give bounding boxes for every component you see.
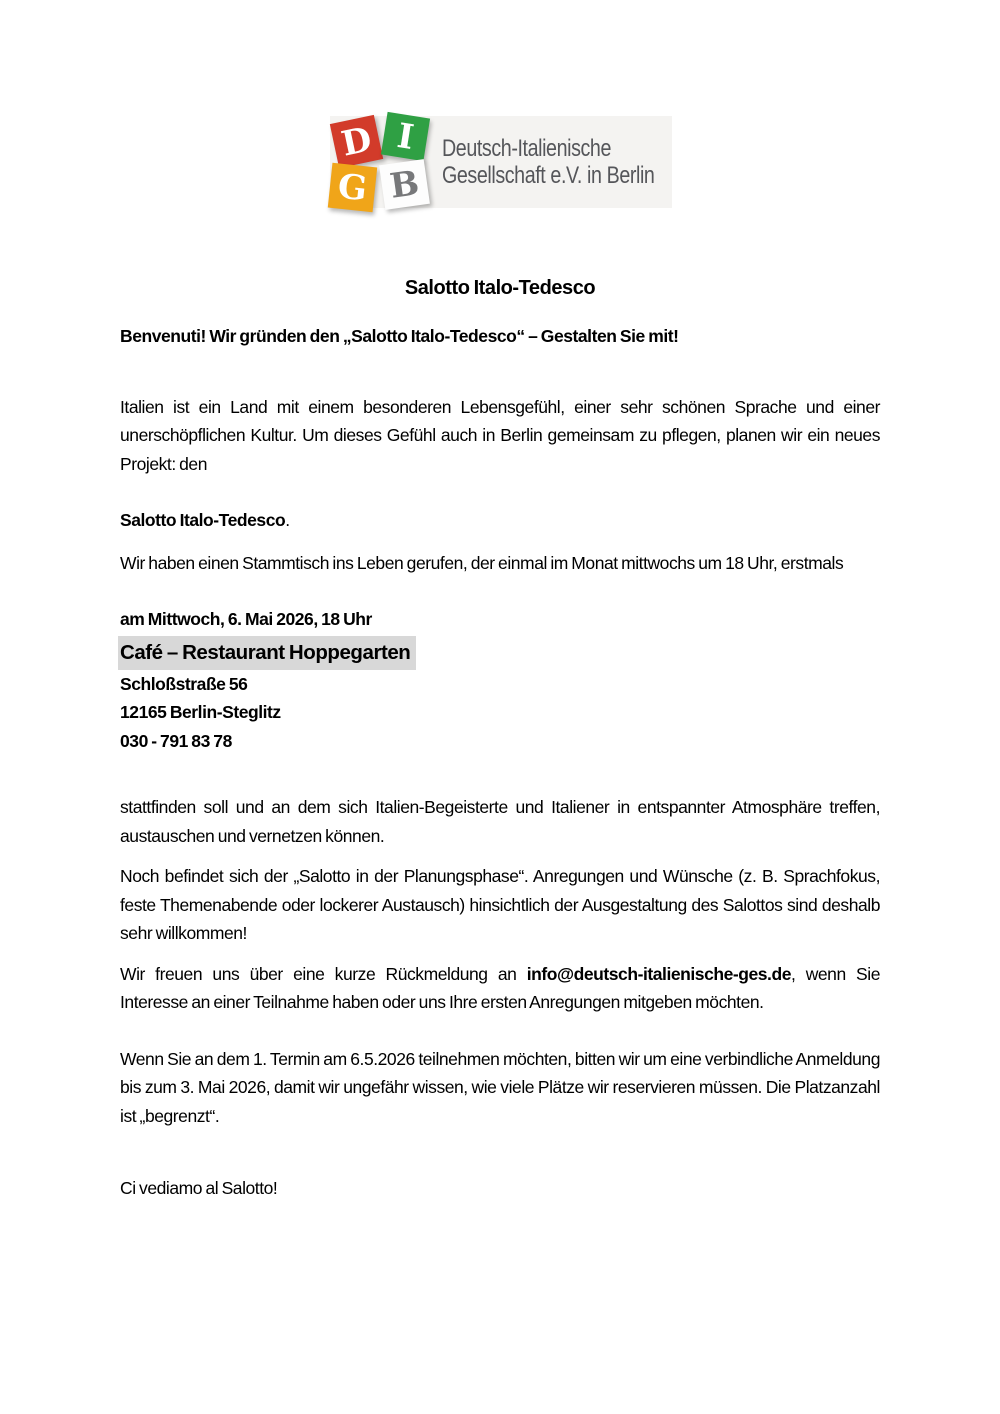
project-name-period: . (285, 510, 290, 530)
paragraph-stammtisch: Wir haben einen Stammtisch ins Leben gerufen, der einmal im Monat mittwochs um 18 Uhr, erstmals (120, 552, 844, 573)
organization-name-line1: Deutsch-Italienische (442, 135, 612, 162)
project-name: Salotto Italo-Tedesco (120, 510, 286, 530)
paragraph-atmosphere: stattfinden soll und an dem sich Italien-Begeisterte und Italiener in entspannter Atmosphäre treffen, austauschen und vernetzen können. (120, 797, 880, 846)
organization-name-line2: Gesellschaft e.V. in Berlin (442, 162, 655, 189)
logo-tile-letter: B (387, 162, 422, 207)
event-phone: 030 - 791 83 78 (120, 730, 232, 751)
logo-tile-letter: D (337, 118, 376, 165)
letter-body (120, 0, 880, 1203)
event-venue-line (120, 636, 880, 670)
event-venue-highlighted: Café – Restaurant Hoppegarten (118, 636, 416, 670)
event-street: Schloßstraße 56 (120, 673, 248, 694)
paragraph-introduction: Italien ist ein Land mit einem besonderen Lebensgefühl, einer sehr schönen Sprache und einer unerschöpflichen Kultur. Um dieses Gefühl auch in Berlin gemeinsam zu pflegen, planen wir ein neues Projekt: den (120, 396, 880, 474)
event-city: 12165 Berlin-Steglitz (120, 702, 281, 722)
intro-headline: Benvenuti! Wir gründen den „Salotto Italo-Tedesco“ – Gestalten Sie mit! (120, 326, 679, 346)
contact-text-before: Wir freuen uns über eine kurze Rückmeldung an (120, 963, 527, 984)
page-title: Salotto Italo-Tedesco (404, 277, 596, 299)
paragraph-contact (120, 960, 880, 1017)
logo-tile-letter: G (335, 166, 370, 209)
project-name-line (120, 506, 880, 535)
contact-text-after: , wenn Sie Interesse an einer Teilnahme haben oder uns Ihre ersten Anregungen mitgeben möchten. (120, 963, 880, 1012)
event-datetime: am Mittwoch, 6. Mai 2026, 18 Uhr (120, 609, 372, 629)
paragraph-planungsphase: Noch befindet sich der „Salotto in der Planungsphase“. Anregungen und Wünsche (z. B. Sprachfokus, feste Themenabende oder lockerer Austausch) hinsichtlich der Ausgestaltung des Salottos sind deshalb sehr willkommen! (120, 866, 880, 943)
closing-line: Ci vediamo al Salotto! (120, 1178, 278, 1198)
contact-email: info@deutsch-italienische-ges.de (526, 963, 791, 984)
logo-tile-letter: I (394, 115, 417, 158)
paragraph-registration: Wenn Sie an dem 1. Termin am 6.5.2026 teilnehmen möchten, bitten wir um eine verbindliche Anmeldung bis zum 3. Mai 2026, damit wir ungefähr wissen, wie viele Plätze wir reservieren müssen. Die Platzanzahl ist „begrenzt“. (120, 1048, 880, 1126)
